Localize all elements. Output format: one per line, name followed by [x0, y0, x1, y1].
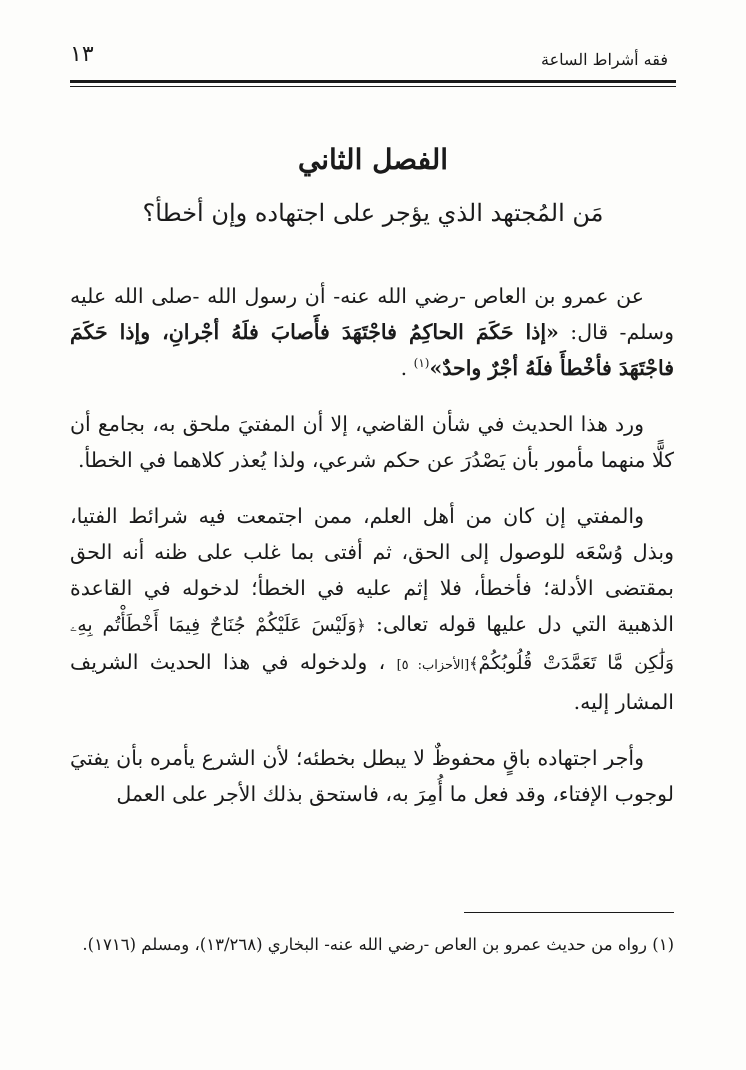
chapter-subtitle: مَن المُجتهد الذي يؤجر على اجتهاده وإن أخطأ؟: [142, 199, 604, 227]
paragraph-text-continued: ، ولدخوله في هذا الحديث الشريف المشار إليه.: [70, 650, 674, 714]
paragraph-hadith: [70, 278, 674, 386]
verse-bracket-close: ﴾: [469, 654, 479, 673]
header-rule: [70, 80, 676, 83]
chapter-title: الفصل الثاني: [297, 143, 449, 176]
footnotes: [70, 930, 674, 960]
running-title: فقه أشراط الساعة: [540, 50, 668, 69]
paragraph-reward: وأجر اجتهاده باقٍ محفوظٌ لا يبطل بخطئه؛ لأن الشرع يأمره بأن يفتيَ لوجوب الإفتاء، وقد فعل ما أُمِرَ به، فاستحق بذلك الأجر على العمل: [70, 746, 674, 806]
paragraph-mufti: [70, 498, 674, 720]
running-header: [70, 40, 668, 80]
verse-bracket-open: ﴿: [356, 616, 366, 635]
quran-verse: وَلَيْسَ عَلَيْكُمْ جُنَاحٌ فِيمَا أَخْطَأْتُم بِهِۦ وَلَٰكِن مَّا تَعَمَّدَتْ قُلُوبُكُمْ: [70, 614, 675, 674]
body-text: [70, 278, 674, 832]
header-rule-thin: [70, 86, 676, 87]
paragraph-end: .: [400, 356, 414, 380]
paragraph-judge: ورد هذا الحديث في شأن القاضي، إلا أن المفتيَ ملحق به، بجامع أن كلًّا منهما مأمور بأن يَصْدُرَ عن حكم شرعي، ولذا يُعذر كلاهما في الخطأ.: [70, 412, 674, 472]
paragraph-text: والمفتي إن كان من أهل العلم، ممن اجتمعت فيه شرائط الفتيا، وبذل وُسْعَه للوصول إلى الحق، ثم أفتى بما غلب على ظنه أنه الحق بمقتضى الأدلة؛ فأخطأ، فلا إثم عليه في الخطأ؛ لدخوله في القاعدة الذهبية التي دل عليها قوله تعالى:: [70, 504, 674, 636]
footnote-separator: [464, 912, 674, 913]
verse-reference: [الأحزاب: ٥]: [396, 658, 470, 673]
footnote: (١) رواه من حديث عمرو بن العاص -رضي الله عنه- البخاري (١٣/٢٦٨)، ومسلم (١٧١٦).: [82, 935, 674, 954]
footnote-marker: (١): [413, 356, 430, 371]
hadith-quote: «إذا حَكَمَ الحاكِمُ فاجْتَهَدَ فأَصابَ فلَهُ أجْرانِ، وإذا حَكَمَ فاجْتَهَدَ فأخْطأَ فلَهُ أجْرٌ واحدٌ»: [70, 320, 674, 380]
paragraph-intro: عن عمرو بن العاص -رضي الله عنه- أن رسول الله -صلى الله عليه وسلم- قال:: [70, 284, 674, 344]
page-number: ١٣: [70, 42, 94, 67]
